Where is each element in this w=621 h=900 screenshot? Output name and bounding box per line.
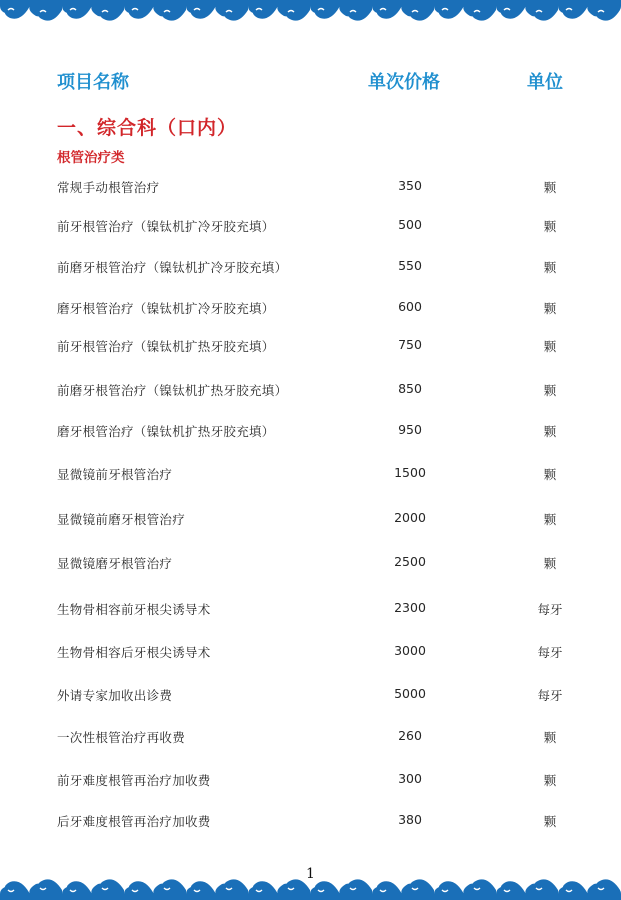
- page-number: 1: [306, 866, 315, 882]
- item-unit: 颗: [543, 339, 557, 354]
- category-title: 根管治疗类: [57, 150, 125, 166]
- header-unit-price: 单次价格: [368, 72, 440, 93]
- item-name: 显微镜前牙根管治疗: [57, 467, 173, 482]
- item-name: 前牙难度根管再治疗加收费: [57, 773, 211, 788]
- item-price: 3000: [394, 643, 426, 658]
- item-name: 前磨牙根管治疗（镍钛机扩冷牙胶充填）: [57, 260, 288, 275]
- item-price: 2500: [394, 554, 426, 569]
- section-title: 一、综合科（口内）: [57, 117, 238, 139]
- item-unit: 颗: [543, 301, 557, 316]
- item-unit: 颗: [543, 383, 557, 398]
- item-name: 显微镜磨牙根管治疗: [57, 556, 173, 571]
- table-row: [0, 771, 621, 789]
- item-price: 600: [398, 299, 422, 314]
- table-row: [0, 510, 621, 528]
- table-row: [0, 337, 621, 355]
- item-price: 2000: [394, 510, 426, 525]
- item-unit: 颗: [543, 730, 557, 745]
- item-name: 外请专家加收出诊费: [57, 688, 173, 703]
- item-name: 前牙根管治疗（镍钛机扩热牙胶充填）: [57, 339, 275, 354]
- table-row: [0, 686, 621, 704]
- item-price: 950: [398, 422, 422, 437]
- item-price: 260: [398, 728, 422, 743]
- table-row: [0, 643, 621, 661]
- item-price: 500: [398, 217, 422, 232]
- item-name: 生物骨相容后牙根尖诱导术: [57, 645, 211, 660]
- item-name: 显微镜前磨牙根管治疗: [57, 512, 186, 527]
- item-unit: 颗: [543, 219, 557, 234]
- item-price: 750: [398, 337, 422, 352]
- item-unit: 每牙: [537, 645, 563, 660]
- item-name: 后牙难度根管再治疗加收费: [57, 814, 211, 829]
- item-price: 850: [398, 381, 422, 396]
- table-row: [0, 465, 621, 483]
- item-unit: 颗: [543, 556, 557, 571]
- item-unit: 颗: [543, 773, 557, 788]
- item-price: 350: [398, 178, 422, 193]
- item-price: 5000: [394, 686, 426, 701]
- table-row: [0, 299, 621, 317]
- table-row: [0, 422, 621, 440]
- item-unit: 颗: [543, 180, 557, 195]
- item-unit: 颗: [543, 424, 557, 439]
- table-row: [0, 600, 621, 618]
- table-row: [0, 178, 621, 196]
- item-name: 一次性根管治疗再收费: [57, 730, 186, 745]
- table-row: [0, 381, 621, 399]
- item-unit: 每牙: [537, 688, 563, 703]
- item-name: 磨牙根管治疗（镍钛机扩热牙胶充填）: [57, 424, 275, 439]
- table-row: [0, 258, 621, 276]
- item-name: 常规手动根管治疗: [57, 180, 160, 195]
- item-name: 前牙根管治疗（镍钛机扩冷牙胶充填）: [57, 219, 275, 234]
- item-name: 生物骨相容前牙根尖诱导术: [57, 602, 211, 617]
- item-price: 2300: [394, 600, 426, 615]
- item-price: 1500: [394, 465, 426, 480]
- item-name: 磨牙根管治疗（镍钛机扩冷牙胶充填）: [57, 301, 275, 316]
- header-item-name: 项目名称: [57, 72, 129, 93]
- item-unit: 颗: [543, 814, 557, 829]
- table-row: [0, 728, 621, 746]
- item-price: 550: [398, 258, 422, 273]
- item-unit: 颗: [543, 467, 557, 482]
- item-unit: 每牙: [537, 602, 563, 617]
- item-unit: 颗: [543, 512, 557, 527]
- table-row: [0, 812, 621, 830]
- table-row: [0, 554, 621, 572]
- table-row: [0, 217, 621, 235]
- item-name: 前磨牙根管治疗（镍钛机扩热牙胶充填）: [57, 383, 288, 398]
- header-unit: 单位: [527, 72, 563, 93]
- item-price: 300: [398, 771, 422, 786]
- item-unit: 颗: [543, 260, 557, 275]
- item-price: 380: [398, 812, 422, 827]
